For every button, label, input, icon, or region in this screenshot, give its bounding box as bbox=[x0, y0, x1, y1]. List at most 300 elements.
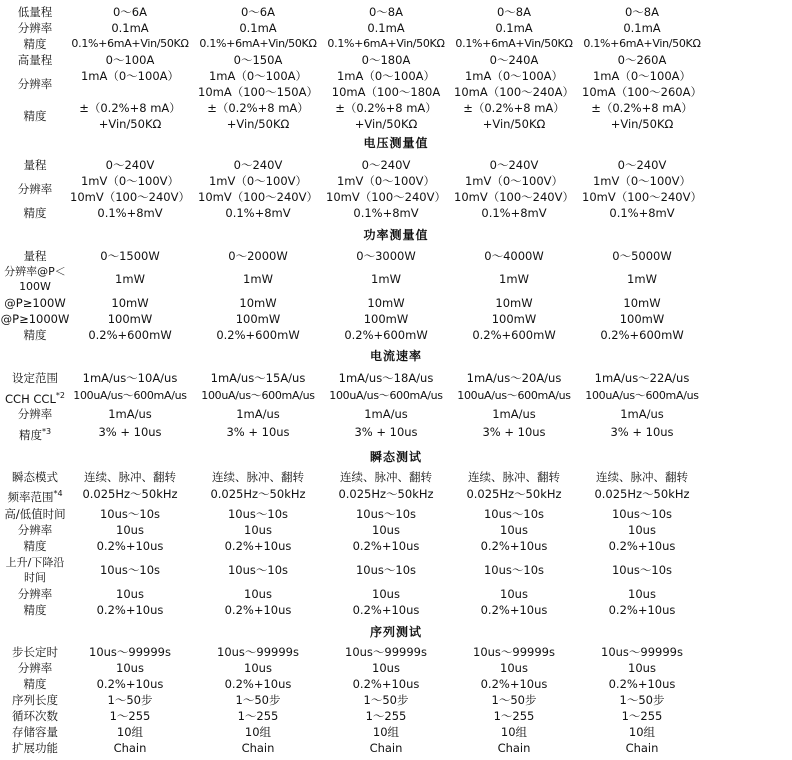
spec-row bbox=[0, 692, 792, 708]
value-line: 1mA（0～100A） bbox=[592, 69, 692, 83]
spec-row bbox=[0, 644, 792, 660]
value-cell: 0.2%+10us bbox=[608, 603, 676, 617]
row-label bbox=[0, 708, 70, 724]
value-cell: 10us～10s bbox=[483, 507, 545, 521]
value-line: 1mV（0～100V） bbox=[464, 174, 564, 188]
value-cell: 1～255 bbox=[365, 709, 407, 723]
value-cell: 0.1%+8mV bbox=[609, 206, 675, 220]
spec-row bbox=[0, 555, 792, 585]
row-label-text: 低量程 bbox=[17, 5, 53, 19]
row-label bbox=[0, 660, 70, 676]
value-cell: 10us bbox=[500, 587, 528, 601]
value-cell: 10us～10s bbox=[355, 563, 417, 577]
value-cell: 1mW bbox=[371, 272, 401, 286]
row-label-text: 精度 bbox=[23, 109, 47, 123]
row-label-text: 量程 bbox=[23, 249, 47, 263]
value-cell: 10us bbox=[628, 661, 656, 675]
row-label bbox=[0, 676, 70, 692]
row-label-text: 分辨率 bbox=[17, 21, 53, 35]
value-cell: 10mW bbox=[239, 296, 277, 310]
spec-row bbox=[0, 388, 792, 404]
value-line: 10mV（100～240V） bbox=[326, 190, 446, 204]
row-label bbox=[0, 724, 70, 740]
value-line: ±（0.2%+8 mA） bbox=[591, 101, 693, 115]
value-cell: 0～8A bbox=[496, 5, 531, 19]
value-cell: 1mA/us bbox=[236, 407, 280, 421]
value-cell: 10us bbox=[500, 661, 528, 675]
value-cell: 0～240V bbox=[489, 158, 539, 172]
row-label bbox=[0, 157, 70, 173]
value-line bbox=[66, 84, 194, 100]
value-line: 10mA（100～240A） bbox=[454, 85, 574, 99]
row-label bbox=[0, 173, 70, 205]
row-label-text: 高量程 bbox=[17, 53, 53, 67]
value-cell: 0.2%+10us bbox=[352, 603, 420, 617]
value-cell: 连续、脉冲、翻转 bbox=[84, 470, 176, 484]
value-cell: 0～1500W bbox=[100, 249, 160, 263]
value-cell: 0.1mA bbox=[495, 21, 533, 35]
value-line: ±（0.2%+8 mA） bbox=[207, 101, 309, 115]
value-cell: 1～255 bbox=[493, 709, 535, 723]
value-cell: 0～150A bbox=[233, 53, 283, 67]
value-cell: 0.025Hz～50kHz bbox=[338, 487, 434, 501]
value-cell: 10组 bbox=[628, 725, 656, 739]
value-cell: 0.2%+10us bbox=[352, 677, 420, 691]
value-cell: 10mW bbox=[495, 296, 533, 310]
value-cell: 1～50步 bbox=[363, 693, 409, 707]
value-cell: 1mW bbox=[115, 272, 145, 286]
spec-row bbox=[0, 173, 792, 205]
value-line: ±（0.2%+8 mA） bbox=[463, 101, 565, 115]
value-cell: 0.1%+8mV bbox=[97, 206, 163, 220]
row-label-text: 分辨率 bbox=[17, 523, 53, 537]
row-label bbox=[0, 388, 70, 404]
value-cell: 10组 bbox=[372, 725, 400, 739]
value-cell: 100uA/us～600mA/us bbox=[585, 389, 699, 402]
value-cell: 0～2000W bbox=[228, 249, 288, 263]
row-label-text: 步长定时 bbox=[12, 645, 58, 659]
row-label-text: 精度 bbox=[23, 603, 47, 617]
row-label bbox=[0, 406, 70, 422]
value-cell: 1～50步 bbox=[107, 693, 153, 707]
spec-row bbox=[0, 20, 792, 36]
row-label bbox=[0, 692, 70, 708]
row-label-text: @P≥1000W bbox=[0, 312, 70, 326]
value-cell: 0.025Hz～50kHz bbox=[82, 487, 178, 501]
value-cell: 10us～99999s bbox=[89, 645, 171, 659]
row-label-line: 时间 bbox=[24, 571, 46, 584]
value-line: 10mV（100～240V） bbox=[70, 190, 190, 204]
row-label-text: 设定范围 bbox=[12, 371, 58, 385]
row-label bbox=[0, 4, 70, 20]
row-label-line: 100W bbox=[19, 280, 51, 293]
row-label-text: 扩展功能 bbox=[12, 741, 58, 755]
value-cell: 3% + 10us bbox=[482, 425, 546, 439]
row-label bbox=[0, 740, 70, 756]
row-label bbox=[0, 248, 70, 264]
value-cell: 0.2%+10us bbox=[224, 603, 292, 617]
value-cell: 0.1%+8mV bbox=[353, 206, 419, 220]
row-label bbox=[0, 423, 70, 441]
spec-row bbox=[0, 68, 792, 100]
value-cell: 0～240V bbox=[233, 158, 283, 172]
spec-row bbox=[0, 157, 792, 173]
value-cell: Chain bbox=[625, 741, 659, 755]
value-cell: 10组 bbox=[116, 725, 144, 739]
row-label-text: @P≥100W bbox=[4, 296, 66, 310]
value-cell: 0.2%+10us bbox=[352, 539, 420, 553]
value-cell: 1mA/us bbox=[108, 407, 152, 421]
spec-row bbox=[0, 406, 792, 422]
value-cell: 0.1mA bbox=[239, 21, 277, 35]
value-cell: 0～6A bbox=[240, 5, 275, 19]
value-cell: 10us bbox=[628, 587, 656, 601]
value-cell: 0.025Hz～50kHz bbox=[466, 487, 562, 501]
value-cell bbox=[194, 100, 322, 132]
value-cell: 100uA/us～600mA/us bbox=[73, 389, 187, 402]
value-cell: 100mW bbox=[491, 312, 537, 326]
value-line: ±（0.2%+8 mA） bbox=[335, 101, 437, 115]
value-cell bbox=[66, 68, 194, 100]
value-cell: 0～8A bbox=[368, 5, 403, 19]
value-cell: 0～240V bbox=[361, 158, 411, 172]
spec-row bbox=[0, 370, 792, 386]
row-label-text: 循环次数 bbox=[12, 709, 58, 723]
value-cell: 10us bbox=[500, 523, 528, 537]
value-cell: Chain bbox=[497, 741, 531, 755]
value-cell: 10us bbox=[372, 523, 400, 537]
spec-row bbox=[0, 660, 792, 676]
value-cell bbox=[322, 100, 450, 132]
value-line: +Vin/50KΩ bbox=[226, 117, 290, 131]
value-line: 10mA（100～180A bbox=[331, 85, 441, 99]
value-cell: Chain bbox=[241, 741, 275, 755]
row-label-line: 分辨率@P＜ bbox=[4, 265, 66, 278]
footnote-marker: *4 bbox=[53, 489, 63, 498]
value-cell: 3% + 10us bbox=[98, 425, 162, 439]
spec-row bbox=[0, 740, 792, 756]
value-cell bbox=[578, 173, 706, 205]
value-cell: 1mA/us～20A/us bbox=[466, 371, 562, 385]
row-label-text: CCH CCL bbox=[5, 391, 56, 406]
row-label bbox=[0, 311, 70, 327]
value-line: 1mA（0～100A） bbox=[336, 69, 436, 83]
row-label bbox=[0, 52, 70, 68]
value-cell: 100uA/us～600mA/us bbox=[457, 389, 571, 402]
spec-row bbox=[0, 423, 792, 441]
row-label-text: 瞬态模式 bbox=[12, 470, 58, 484]
row-label bbox=[0, 205, 70, 221]
spec-row bbox=[0, 676, 792, 692]
value-cell: 10us bbox=[372, 587, 400, 601]
footnote-marker: *2 bbox=[55, 391, 65, 400]
row-label-text: 精度 bbox=[18, 427, 42, 442]
spec-row bbox=[0, 506, 792, 522]
value-cell: 10us bbox=[628, 523, 656, 537]
row-label bbox=[0, 295, 70, 311]
value-cell: 1mA/us bbox=[492, 407, 536, 421]
value-line: 10mV（100～240V） bbox=[198, 190, 318, 204]
row-label bbox=[0, 522, 70, 538]
value-cell: 10组 bbox=[244, 725, 272, 739]
value-line: 10mA（100～260A） bbox=[582, 85, 702, 99]
row-label-text: 分辨率 bbox=[17, 407, 53, 421]
row-label-text: 高/低值时间 bbox=[4, 507, 66, 521]
value-cell: 10us bbox=[116, 661, 144, 675]
value-cell: 10us～99999s bbox=[345, 645, 427, 659]
value-cell: 10us bbox=[244, 661, 272, 675]
value-cell: 0～180A bbox=[361, 53, 411, 67]
value-cell: 10us～10s bbox=[99, 563, 161, 577]
value-cell: 0.1%+6mA+Vin/50KΩ bbox=[199, 37, 317, 50]
value-line: 1mV（0～100V） bbox=[80, 174, 180, 188]
row-label bbox=[0, 586, 70, 602]
value-cell: 0.2%+10us bbox=[224, 539, 292, 553]
row-label bbox=[0, 264, 70, 294]
value-cell: 10us bbox=[116, 523, 144, 537]
row-label-text: 存储容量 bbox=[12, 725, 58, 739]
value-cell: 100mW bbox=[235, 312, 281, 326]
value-cell: 连续、脉冲、翻转 bbox=[340, 470, 432, 484]
value-cell: 3% + 10us bbox=[226, 425, 290, 439]
value-cell: 0～4000W bbox=[484, 249, 544, 263]
value-cell bbox=[578, 100, 706, 132]
spec-row bbox=[0, 327, 792, 343]
row-label bbox=[0, 327, 70, 343]
value-cell bbox=[66, 173, 194, 205]
value-cell: 100mW bbox=[363, 312, 409, 326]
value-cell: 0～240V bbox=[105, 158, 155, 172]
value-line: ±（0.2%+8 mA） bbox=[79, 101, 181, 115]
value-cell: 10us～10s bbox=[611, 507, 673, 521]
row-label bbox=[0, 602, 70, 618]
value-line: 1mA（0～100A） bbox=[208, 69, 308, 83]
value-cell bbox=[450, 173, 578, 205]
spec-row bbox=[0, 538, 792, 554]
row-label-text: 精度 bbox=[23, 37, 47, 51]
value-cell: 10mW bbox=[367, 296, 405, 310]
value-line: 10mA（100～150A） bbox=[198, 85, 318, 99]
footnote-marker: *3 bbox=[41, 427, 52, 436]
row-label-text: 分辨率 bbox=[17, 77, 53, 91]
value-cell: 0.2%+10us bbox=[480, 603, 548, 617]
value-cell: 0.2%+10us bbox=[96, 603, 164, 617]
row-label-text: 序列长度 bbox=[12, 693, 58, 707]
value-cell: 0.1%+8mV bbox=[481, 206, 547, 220]
value-cell: 0.2%+10us bbox=[96, 539, 164, 553]
value-cell: 100uA/us～600mA/us bbox=[329, 389, 443, 402]
value-cell bbox=[450, 100, 578, 132]
value-cell: 10us～99999s bbox=[473, 645, 555, 659]
value-cell: 1～50步 bbox=[619, 693, 665, 707]
value-cell: 10us bbox=[244, 523, 272, 537]
value-line: +Vin/50KΩ bbox=[354, 117, 418, 131]
spec-row bbox=[0, 724, 792, 740]
row-label bbox=[0, 555, 70, 585]
row-label-text: 频率范围 bbox=[7, 489, 54, 504]
row-label bbox=[0, 370, 70, 386]
value-cell: 1mA/us bbox=[620, 407, 664, 421]
value-cell: 1～50步 bbox=[235, 693, 281, 707]
row-label-text: 量程 bbox=[23, 158, 47, 172]
row-label-text: 分辨率 bbox=[17, 182, 53, 196]
value-cell: 10us～10s bbox=[483, 563, 545, 577]
row-label bbox=[0, 506, 70, 522]
spec-row bbox=[0, 586, 792, 602]
value-cell: 100mW bbox=[619, 312, 665, 326]
value-cell bbox=[450, 68, 578, 100]
value-cell: 连续、脉冲、翻转 bbox=[212, 470, 304, 484]
row-label-text: 精度 bbox=[23, 328, 47, 342]
value-cell: 10us～10s bbox=[227, 563, 289, 577]
value-cell: 0～240A bbox=[489, 53, 539, 67]
value-cell: 连续、脉冲、翻转 bbox=[468, 470, 560, 484]
value-line: +Vin/50KΩ bbox=[482, 117, 546, 131]
value-cell: 1mA/us bbox=[364, 407, 408, 421]
row-label bbox=[0, 469, 70, 485]
value-cell: 连续、脉冲、翻转 bbox=[596, 470, 688, 484]
value-cell: 0.2%+600mW bbox=[88, 328, 172, 342]
value-cell bbox=[194, 68, 322, 100]
value-cell: 0.2%+600mW bbox=[600, 328, 684, 342]
row-label-text: 分辨率 bbox=[17, 587, 53, 601]
row-label bbox=[0, 538, 70, 554]
value-cell: 0.2%+10us bbox=[608, 677, 676, 691]
spec-row bbox=[0, 52, 792, 68]
value-cell: 0～100A bbox=[105, 53, 155, 67]
value-cell: 0.025Hz～50kHz bbox=[594, 487, 690, 501]
value-cell: 10us～10s bbox=[355, 507, 417, 521]
value-cell: 1mW bbox=[627, 272, 657, 286]
row-label bbox=[0, 100, 70, 132]
spec-row bbox=[0, 708, 792, 724]
value-cell: 1mA/us～22A/us bbox=[594, 371, 690, 385]
value-cell: 1mW bbox=[243, 272, 273, 286]
value-line: 1mV（0～100V） bbox=[592, 174, 692, 188]
value-cell: 0.1mA bbox=[367, 21, 405, 35]
value-cell: 0.1%+6mA+Vin/50KΩ bbox=[455, 37, 573, 50]
value-cell: 10us～10s bbox=[611, 563, 673, 577]
spec-row bbox=[0, 486, 792, 502]
value-cell: 100mW bbox=[107, 312, 153, 326]
value-cell: 10us～99999s bbox=[217, 645, 299, 659]
value-cell: 0.1%+6mA+Vin/50KΩ bbox=[71, 37, 189, 50]
section-title: 瞬态测试 bbox=[369, 450, 422, 464]
value-cell: 0.2%+600mW bbox=[216, 328, 300, 342]
value-line: 10mV（100～240V） bbox=[582, 190, 702, 204]
value-cell: 10us bbox=[372, 661, 400, 675]
value-line: 1mV（0～100V） bbox=[208, 174, 308, 188]
value-cell: 3% + 10us bbox=[610, 425, 674, 439]
value-cell: 10mW bbox=[623, 296, 661, 310]
value-cell: 0～8A bbox=[624, 5, 659, 19]
value-cell: 0～240V bbox=[617, 158, 667, 172]
value-cell: 100uA/us～600mA/us bbox=[201, 389, 315, 402]
spec-row bbox=[0, 264, 792, 294]
value-cell: 0.1mA bbox=[623, 21, 661, 35]
spec-row bbox=[0, 522, 792, 538]
spec-row bbox=[0, 602, 792, 618]
value-cell: 0～6A bbox=[112, 5, 147, 19]
value-line: +Vin/50KΩ bbox=[610, 117, 674, 131]
value-cell: 0.1%+8mV bbox=[225, 206, 291, 220]
value-line: 1mA（0～100A） bbox=[464, 69, 564, 83]
value-cell: 1mA/us～18A/us bbox=[338, 371, 434, 385]
value-cell: 1mA/us～10A/us bbox=[82, 371, 178, 385]
spec-row bbox=[0, 311, 792, 327]
value-cell: 0.2%+10us bbox=[224, 677, 292, 691]
spec-row bbox=[0, 36, 792, 52]
value-cell: 3% + 10us bbox=[354, 425, 418, 439]
value-cell: 0～3000W bbox=[356, 249, 416, 263]
row-label bbox=[0, 68, 70, 100]
value-cell: 10us～10s bbox=[99, 507, 161, 521]
spec-row bbox=[0, 248, 792, 264]
spec-row bbox=[0, 4, 792, 20]
value-cell: 1mA/us～15A/us bbox=[210, 371, 306, 385]
value-line: 1mA（0～100A） bbox=[80, 69, 180, 83]
spec-row bbox=[0, 469, 792, 485]
value-cell: 0.025Hz～50kHz bbox=[210, 487, 306, 501]
row-label-text: 精度 bbox=[23, 206, 47, 220]
value-cell: 10mW bbox=[111, 296, 149, 310]
value-line: +Vin/50KΩ bbox=[98, 117, 162, 131]
value-cell bbox=[66, 100, 194, 132]
value-cell: 10us～99999s bbox=[601, 645, 683, 659]
value-cell: 10组 bbox=[500, 725, 528, 739]
row-label-text: 精度 bbox=[23, 539, 47, 553]
value-cell: 1mW bbox=[499, 272, 529, 286]
value-cell: 0.2%+10us bbox=[480, 539, 548, 553]
row-label bbox=[0, 644, 70, 660]
value-cell: 1～255 bbox=[109, 709, 151, 723]
row-label bbox=[0, 36, 70, 52]
section-title: 序列测试 bbox=[369, 625, 422, 639]
row-label-text: 精度 bbox=[23, 677, 47, 691]
value-cell: 10us～10s bbox=[227, 507, 289, 521]
value-cell: 0.1%+6mA+Vin/50KΩ bbox=[583, 37, 701, 50]
value-cell: 1～255 bbox=[621, 709, 663, 723]
section-title: 电流速率 bbox=[369, 349, 422, 363]
section-title: 电压测量值 bbox=[363, 136, 429, 150]
value-cell: 0.1mA bbox=[111, 21, 149, 35]
value-cell: 0.2%+10us bbox=[480, 677, 548, 691]
value-cell: 1～255 bbox=[237, 709, 279, 723]
value-cell: Chain bbox=[113, 741, 147, 755]
value-cell: 0.2%+600mW bbox=[472, 328, 556, 342]
value-cell bbox=[322, 173, 450, 205]
row-label bbox=[0, 20, 70, 36]
spec-row bbox=[0, 100, 792, 132]
value-cell bbox=[322, 68, 450, 100]
value-cell: 10us bbox=[116, 587, 144, 601]
value-cell: 0～260A bbox=[617, 53, 667, 67]
value-line: 1mV（0～100V） bbox=[336, 174, 436, 188]
spec-row bbox=[0, 205, 792, 221]
value-cell: 0.2%+10us bbox=[96, 677, 164, 691]
row-label bbox=[0, 486, 70, 502]
row-label-line: 上升/下降沿 bbox=[5, 556, 65, 569]
value-cell bbox=[578, 68, 706, 100]
value-cell: 0.2%+600mW bbox=[344, 328, 428, 342]
spec-row bbox=[0, 295, 792, 311]
value-line: 10mV（100～240V） bbox=[454, 190, 574, 204]
value-cell: 1～50步 bbox=[491, 693, 537, 707]
value-cell: Chain bbox=[369, 741, 403, 755]
section-title: 功率测量值 bbox=[363, 228, 429, 242]
row-label-text: 分辨率 bbox=[17, 661, 53, 675]
value-cell: 10us bbox=[244, 587, 272, 601]
